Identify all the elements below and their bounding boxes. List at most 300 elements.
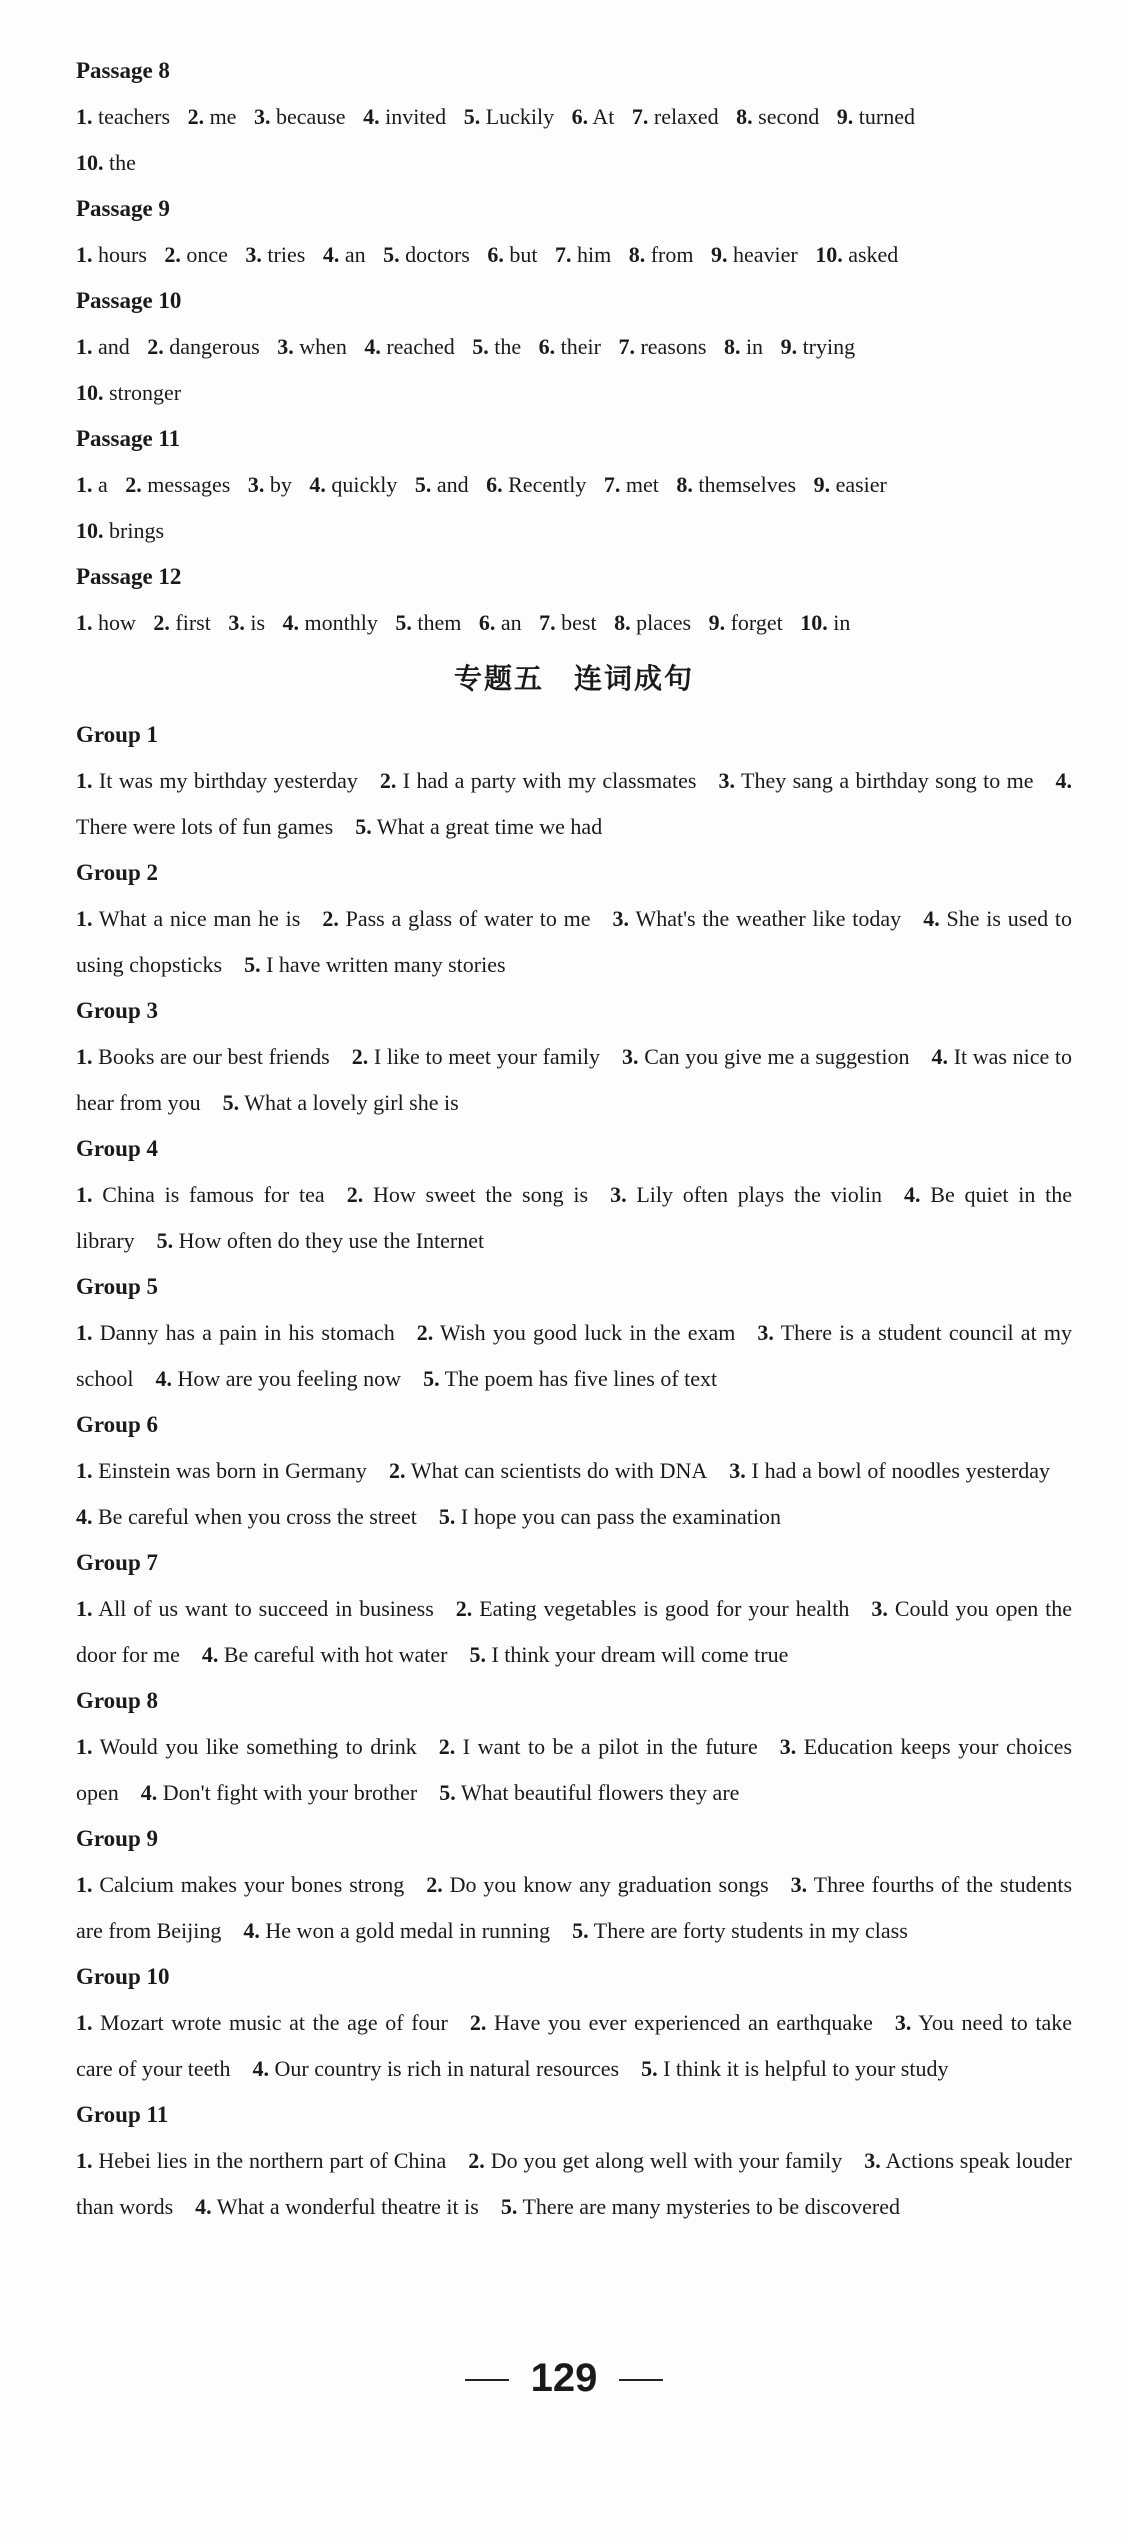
sentence-number: 3. [757, 1320, 774, 1345]
sentence-number: 3. [871, 1596, 888, 1621]
sentence-text: Do you get along well with your family [490, 2148, 843, 2173]
sentence-text: I hope you can pass the examination [460, 1504, 782, 1529]
answer-item [125, 472, 230, 497]
answer-item [486, 472, 586, 497]
group-answers [76, 1172, 1072, 1264]
sentence-item [76, 1596, 434, 1621]
sentence-item [76, 1504, 417, 1529]
sentence-item [719, 768, 1034, 793]
answer-word: best [561, 610, 597, 635]
answer-number: 4. [282, 610, 300, 635]
sentence-text: What beautiful flowers they are [460, 1780, 740, 1805]
answer-item [711, 242, 798, 267]
sentence-number: 4. [252, 2056, 270, 2081]
group-answers [76, 1034, 1072, 1126]
answer-word: an [344, 242, 366, 267]
answer-item [632, 104, 719, 129]
answer-number: 2. [153, 610, 170, 635]
sentence-text: China is famous for tea [102, 1182, 325, 1207]
sentence-text: I think it is helpful to your study [663, 2056, 949, 2081]
answer-word: their [560, 334, 601, 359]
sentence-item [223, 1090, 459, 1115]
sentence-number: 1. [76, 2148, 93, 2173]
passages-section [76, 48, 1072, 646]
answer-item [364, 334, 454, 359]
group-answers [76, 1862, 1072, 1954]
group-block [76, 988, 1072, 1126]
answer-number: 6. [538, 334, 556, 359]
answer-number: 2. [187, 104, 205, 129]
sentence-text: What's the weather like today [635, 906, 902, 931]
group-block [76, 1540, 1072, 1678]
answer-number: 6. [571, 104, 589, 129]
sentence-number: 3. [790, 1872, 808, 1897]
answer-item [618, 334, 706, 359]
sentence-number: 1. [76, 1734, 93, 1759]
group-answers [76, 896, 1072, 988]
sentence-number: 4. [76, 1504, 93, 1529]
group-answers [76, 1586, 1072, 1678]
answer-word: hours [98, 242, 147, 267]
sentence-item [355, 814, 602, 839]
group-title: Group 6 [76, 1412, 159, 1437]
sentence-text: All of us want to succeed in business [98, 1596, 434, 1621]
sentence-item [76, 906, 300, 931]
answer-number: 9. [780, 334, 798, 359]
sentence-item [469, 1642, 788, 1667]
answer-item [245, 242, 305, 267]
group-block [76, 712, 1072, 850]
sentence-text: Eating vegetables is good for your health [479, 1596, 850, 1621]
answer-number: 5. [472, 334, 489, 359]
answer-item [76, 150, 136, 175]
answer-item [76, 334, 130, 359]
answer-number: 3. [228, 610, 245, 635]
sentence-text: Can you give me a suggestion [644, 1044, 910, 1069]
answer-item [76, 610, 136, 635]
answer-item [800, 610, 850, 635]
answer-number: 6. [487, 242, 504, 267]
sentence-item [439, 1504, 781, 1529]
sentence-text: I want to be a pilot in the future [462, 1734, 758, 1759]
sentence-text: Would you like something to drink [99, 1734, 417, 1759]
group-block [76, 850, 1072, 988]
answer-word: how [98, 610, 136, 635]
answer-line [76, 462, 1072, 508]
sentence-item [195, 2194, 479, 2219]
answer-item [487, 242, 537, 267]
sentence-item [380, 768, 697, 793]
group-block [76, 1126, 1072, 1264]
sentence-text: Be quiet in the library [76, 1182, 1073, 1253]
sentence-number: 5. [438, 1504, 456, 1529]
answer-number: 8. [614, 610, 631, 635]
sentence-item [76, 2148, 446, 2173]
group-title: Group 11 [76, 2102, 169, 2127]
sentence-text: Three fourths of the students are from Beijing [76, 1872, 1073, 1943]
passage-title: Passage 12 [76, 564, 182, 589]
answer-word: them [417, 610, 462, 635]
answer-number: 10. [76, 380, 104, 405]
sentence-number: 1. [76, 768, 93, 793]
answer-item [781, 334, 856, 359]
answer-word: places [636, 610, 692, 635]
group-title: Group 9 [76, 1826, 159, 1851]
sentence-text: Danny has a pain in his stomach [99, 1320, 395, 1345]
sentence-text: Have you ever experienced an earthquake [494, 2010, 873, 2035]
answer-item [277, 334, 347, 359]
answer-item [815, 242, 898, 267]
sentence-item [155, 1366, 401, 1391]
answer-item [614, 610, 691, 635]
answer-item [76, 518, 164, 543]
answer-item [539, 334, 601, 359]
sentence-text: Our country is rich in natural resources [274, 2056, 620, 2081]
sentence-text: Mozart wrote music at the age of four [100, 2010, 448, 2035]
sentence-text: There are forty students in my class [593, 1918, 908, 1943]
sentence-item [426, 1872, 768, 1897]
sentence-item [641, 2056, 948, 2081]
sentence-item [456, 1596, 850, 1621]
answer-item [736, 104, 819, 129]
answer-number: 7. [603, 472, 621, 497]
sentence-text: There is a student council at my school [76, 1320, 1073, 1391]
answer-word: by [269, 472, 292, 497]
sentence-number: 2. [346, 1182, 364, 1207]
sentence-text: What a nice man he is [98, 906, 301, 931]
sentence-item [622, 1044, 909, 1069]
answer-item [76, 380, 181, 405]
answer-word: the [494, 334, 522, 359]
answer-word: asked [848, 242, 899, 267]
answer-item [76, 104, 170, 129]
sentence-number: 5. [572, 1918, 589, 1943]
answer-item [415, 472, 469, 497]
sentence-text: Wish you good luck in the exam [440, 1320, 736, 1345]
sentence-text: There were lots of fun games [76, 814, 334, 839]
sentence-number: 4. [931, 1044, 949, 1069]
sentence-text: Lily often plays the violin [636, 1182, 882, 1207]
passage-title: Passage 10 [76, 288, 182, 313]
answer-number: 9. [708, 610, 726, 635]
sentence-text: Actions speak louder than words [76, 2148, 1072, 2219]
sentence-text: It was nice to hear from you [76, 1044, 1073, 1115]
sentence-item [322, 906, 590, 931]
answer-item [283, 610, 378, 635]
answer-word: him [576, 242, 612, 267]
sentence-number: 2. [379, 768, 397, 793]
answer-word: reached [386, 334, 455, 359]
sentence-number: 2. [351, 1044, 369, 1069]
sentence-text: Could you open the door for me [76, 1596, 1073, 1667]
sentence-number: 4. [923, 906, 940, 931]
answer-item [814, 472, 887, 497]
answer-word: me [209, 104, 237, 129]
answer-word: a [98, 472, 108, 497]
sentence-number: 1. [76, 1044, 93, 1069]
sentence-item [501, 2194, 900, 2219]
answer-number: 10. [815, 242, 843, 267]
answer-word: when [299, 334, 347, 359]
answer-item [472, 334, 521, 359]
answer-number: 1. [76, 610, 93, 635]
passage-block [76, 554, 1072, 646]
answer-number: 6. [486, 472, 503, 497]
group-answers [76, 1310, 1072, 1402]
sentence-text: Be careful with hot water [223, 1642, 448, 1667]
sentence-item [76, 1044, 330, 1069]
answer-item [153, 610, 210, 635]
sentence-number: 3. [612, 906, 630, 931]
sentence-number: 5. [222, 1090, 240, 1115]
sentence-text: Don't fight with your brother [162, 1780, 418, 1805]
answer-word: themselves [698, 472, 797, 497]
answer-number: 10. [800, 610, 828, 635]
sentence-item [76, 2010, 448, 2035]
answer-number: 4. [363, 104, 380, 129]
sentence-number: 4. [155, 1366, 172, 1391]
answer-number: 3. [247, 472, 265, 497]
group-block [76, 1816, 1072, 1954]
sentence-number: 3. [718, 768, 735, 793]
answer-number: 7. [618, 334, 635, 359]
sentence-number: 1. [76, 1458, 93, 1483]
sentence-text: What a wonderful theatre it is [216, 2194, 479, 2219]
sentence-item [572, 1918, 908, 1943]
answer-line [76, 508, 1072, 554]
answer-number: 4. [309, 472, 326, 497]
group-block [76, 1954, 1072, 2092]
answer-word: in [833, 610, 851, 635]
answer-word: quickly [331, 472, 398, 497]
group-answers [76, 1448, 1072, 1540]
answer-item [188, 104, 237, 129]
sentence-item [253, 2056, 620, 2081]
answer-item [254, 104, 346, 129]
sentence-item [352, 1044, 600, 1069]
answer-number: 5. [414, 472, 432, 497]
sentence-number: 2. [438, 1734, 456, 1759]
section-title: 专题五 连词成句 [453, 662, 694, 695]
sentence-text: You need to take care of your teeth [76, 2010, 1073, 2081]
group-title: Group 7 [76, 1550, 159, 1575]
answer-number: 8. [736, 104, 753, 129]
group-title: Group 5 [76, 1274, 159, 1299]
answer-number: 7. [539, 610, 556, 635]
answer-word: trying [802, 334, 856, 359]
answer-item [837, 104, 915, 129]
sentence-item [729, 1458, 1050, 1483]
sentence-number: 5. [641, 2056, 658, 2081]
sentence-item [76, 1734, 417, 1759]
sentence-text: What can scientists do with DNA [410, 1458, 708, 1483]
answer-item [479, 610, 522, 635]
sentence-item [417, 1320, 736, 1345]
sentence-text: He won a gold medal in running [265, 1918, 551, 1943]
answer-number: 7. [554, 242, 572, 267]
answer-number: 2. [147, 334, 164, 359]
answer-word: first [175, 610, 211, 635]
answer-word: stronger [109, 380, 182, 405]
answer-number: 4. [322, 242, 340, 267]
sentence-text: They sang a birthday song to me [741, 768, 1034, 793]
answer-word: relaxed [653, 104, 719, 129]
group-answers [76, 758, 1072, 850]
answer-item [228, 610, 265, 635]
answer-word: monthly [304, 610, 378, 635]
answer-item [383, 242, 470, 267]
answer-number: 8. [723, 334, 741, 359]
sentence-number: 4. [903, 1182, 921, 1207]
answer-word: an [500, 610, 522, 635]
passage-title: Passage 8 [76, 58, 170, 83]
answer-item [164, 242, 228, 267]
answer-number: 2. [125, 472, 142, 497]
sentence-text: It was my birthday yesterday [98, 768, 358, 793]
sentence-number: 5. [156, 1228, 174, 1253]
sentence-number: 3. [779, 1734, 797, 1759]
sentence-number: 5. [244, 952, 261, 977]
sentence-text: Hebei lies in the northern part of China [98, 2148, 447, 2173]
answer-item [676, 472, 796, 497]
sentence-item [613, 906, 902, 931]
answer-number: 8. [676, 472, 693, 497]
answer-word: brings [109, 518, 164, 543]
answer-number: 1. [76, 472, 93, 497]
answer-item [395, 610, 461, 635]
answer-word: because [275, 104, 346, 129]
answer-word: Recently [508, 472, 587, 497]
sentence-number: 5. [423, 1366, 440, 1391]
sentence-number: 2. [469, 2010, 487, 2035]
sentence-number: 2. [388, 1458, 406, 1483]
sentence-item [439, 1780, 739, 1805]
group-answers [76, 1724, 1072, 1816]
sentence-item [76, 1320, 395, 1345]
sentence-text: I had a party with my classmates [402, 768, 697, 793]
answer-item [76, 472, 108, 497]
sentence-item [347, 1182, 588, 1207]
answer-word: forget [730, 610, 783, 635]
answer-number: 9. [710, 242, 728, 267]
sentence-number: 3. [729, 1458, 746, 1483]
sentence-text: Pass a glass of water to me [345, 906, 591, 931]
answer-word: is [250, 610, 266, 635]
sentence-text: Be careful when you cross the street [98, 1504, 417, 1529]
group-answers [76, 2000, 1072, 2092]
sentence-number: 5. [469, 1642, 486, 1667]
group-block [76, 2092, 1072, 2230]
answer-word: once [186, 242, 228, 267]
answer-number: 3. [245, 242, 262, 267]
sentence-item [470, 2010, 873, 2035]
answer-word: second [758, 104, 820, 129]
sentence-number: 1. [76, 1182, 93, 1207]
sentence-item [76, 1872, 404, 1897]
answer-line [76, 370, 1072, 416]
sentence-text: I like to meet your family [373, 1044, 601, 1069]
sentence-item [423, 1366, 717, 1391]
sentence-number: 2. [416, 1320, 434, 1345]
answer-line [76, 600, 1072, 646]
sentence-number: 2. [322, 906, 339, 931]
answer-number: 8. [628, 242, 646, 267]
answer-item [464, 104, 554, 129]
answer-number: 5. [383, 242, 400, 267]
sentence-item [157, 1228, 484, 1253]
sentence-text: Calcium makes your bones strong [99, 1872, 405, 1897]
answer-item [724, 334, 763, 359]
answer-number: 3. [277, 334, 294, 359]
group-title: Group 4 [76, 1136, 159, 1161]
sentence-number: 2. [468, 2148, 485, 2173]
answer-word: easier [835, 472, 887, 497]
answer-item [604, 472, 659, 497]
answer-line [76, 232, 1072, 278]
sentence-item [610, 1182, 882, 1207]
group-answers [76, 2138, 1072, 2230]
sentence-item [76, 1458, 367, 1483]
answer-line [76, 94, 1072, 140]
answer-word: and [98, 334, 130, 359]
answer-item [248, 472, 292, 497]
sentence-text: Education keeps your choices open [76, 1734, 1072, 1805]
sentence-number: 4. [140, 1780, 158, 1805]
sentence-number: 4. [195, 2194, 212, 2219]
answer-number: 10. [76, 150, 104, 175]
sentence-number: 1. [76, 1320, 93, 1345]
answer-line [76, 140, 1072, 186]
group-title: Group 1 [76, 722, 159, 747]
answer-item [147, 334, 259, 359]
answer-word: from [650, 242, 694, 267]
sentence-text: Do you know any graduation songs [449, 1872, 769, 1897]
group-title: Group 8 [76, 1688, 159, 1713]
sentence-text: Books are our best friends [98, 1044, 330, 1069]
sentence-number: 3. [894, 2010, 912, 2035]
sentence-number: 1. [76, 906, 93, 931]
answer-word: but [509, 242, 538, 267]
sentence-number: 3. [622, 1044, 639, 1069]
group-block [76, 1264, 1072, 1402]
sentence-item [76, 768, 358, 793]
answer-word: met [625, 472, 659, 497]
answer-number: 2. [164, 242, 181, 267]
answer-word: heavier [732, 242, 798, 267]
sentence-text: What a great time we had [376, 814, 603, 839]
answer-line [76, 324, 1072, 370]
answer-number: 10. [76, 518, 104, 543]
sentence-item [202, 1642, 448, 1667]
sentence-text: I had a bowl of noodles yesterday [751, 1458, 1051, 1483]
sentence-item [468, 2148, 842, 2173]
sentence-number: 2. [455, 1596, 473, 1621]
answer-word: doctors [405, 242, 470, 267]
answer-number: 3. [253, 104, 271, 129]
passage-block [76, 48, 1072, 186]
sentence-number: 5. [355, 814, 372, 839]
passage-block [76, 278, 1072, 416]
answer-word: Luckily [485, 104, 555, 129]
page-number [0, 2356, 1128, 2401]
sentence-text: What a lovely girl she is [244, 1090, 459, 1115]
answer-word: tries [267, 242, 306, 267]
passage-title: Passage 9 [76, 196, 170, 221]
answer-number: 5. [395, 610, 412, 635]
group-block [76, 1678, 1072, 1816]
answer-word: invited [385, 104, 447, 129]
sentence-number: 4. [1055, 768, 1073, 793]
